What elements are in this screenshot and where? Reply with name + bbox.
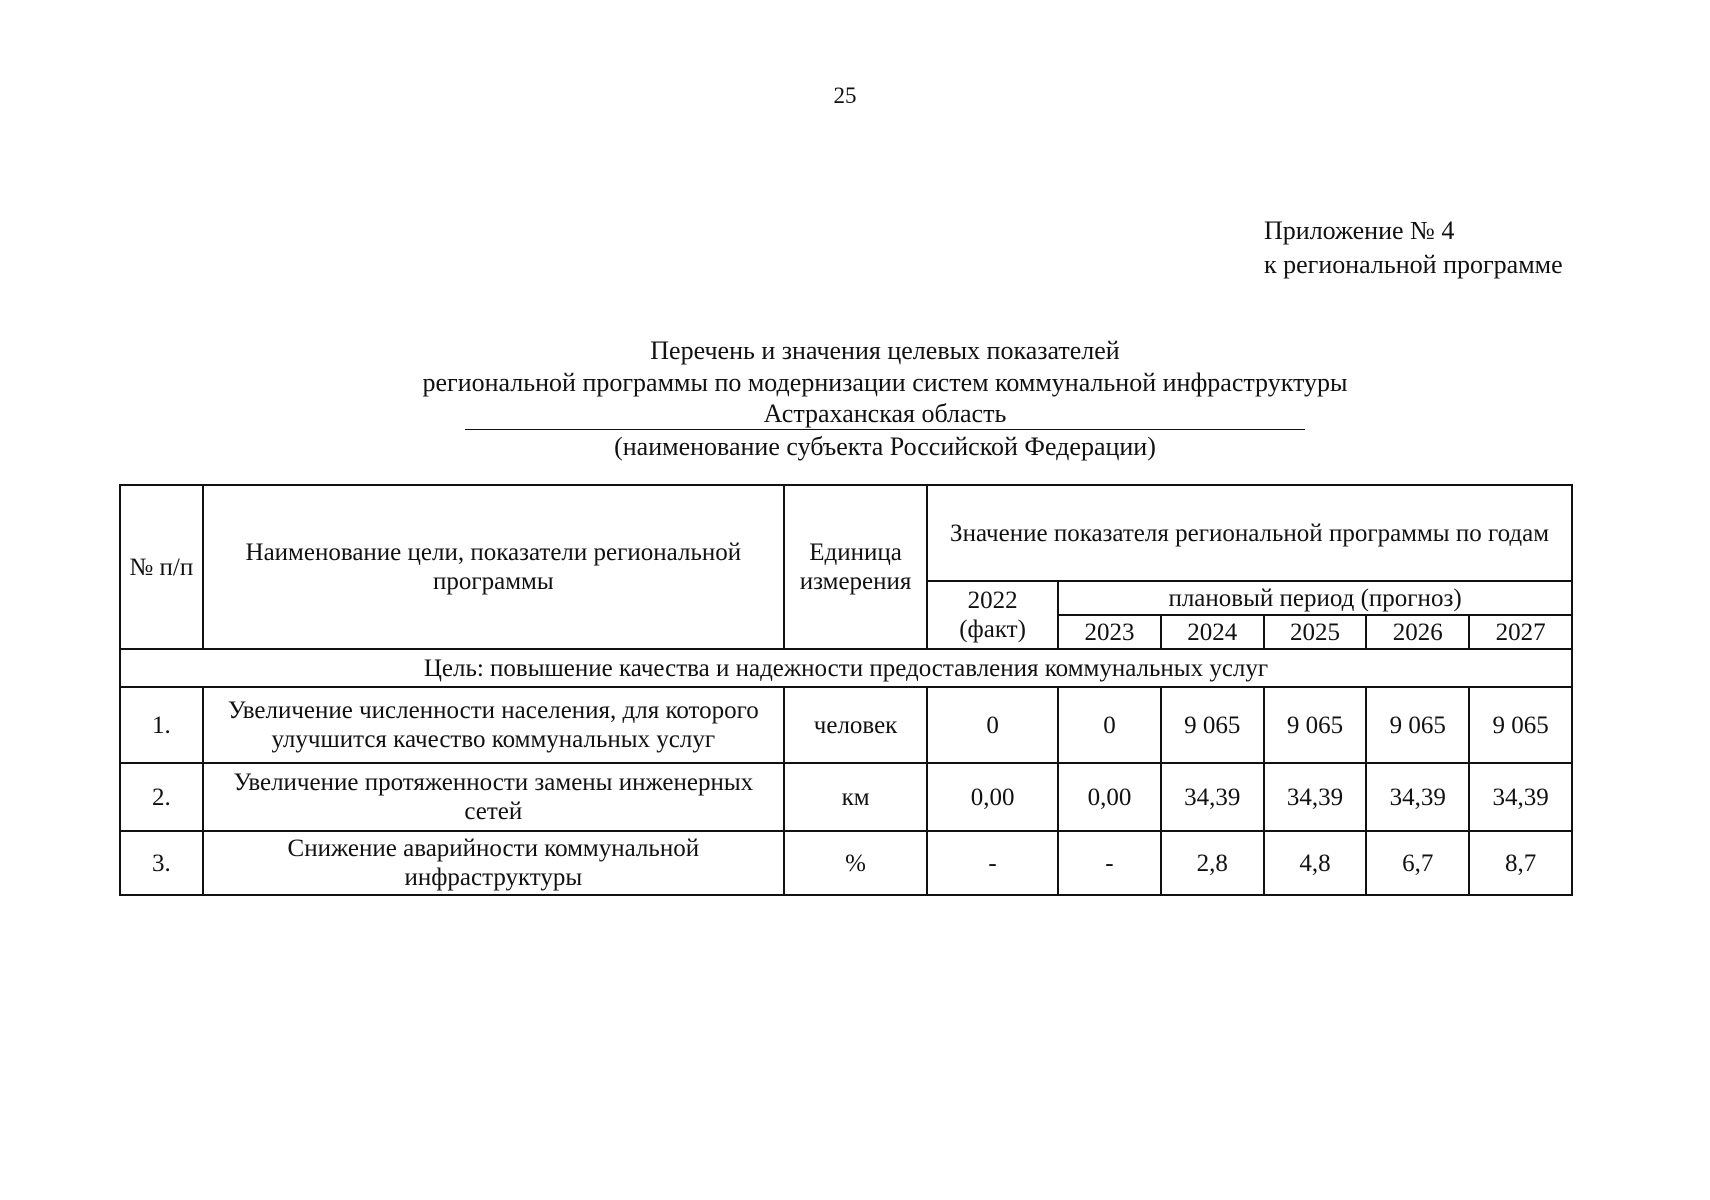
region-caption: (наименование субъекта Российской Федерации): [614, 432, 1156, 461]
document-title: [120, 335, 1650, 464]
goal-row: [120, 649, 1572, 687]
goal-text: Цель: повышение качества и надежности предоставления коммунальных услуг: [120, 649, 1572, 687]
region-name: Астраханская область: [465, 399, 1305, 430]
row-value: 8,7: [1469, 831, 1572, 895]
indicators-table: [119, 484, 1573, 896]
header-year: 2023: [1058, 615, 1161, 649]
row-num: 3.: [120, 831, 203, 895]
row-value: -: [927, 831, 1058, 895]
row-value: 4,8: [1264, 831, 1367, 895]
row-value: 6,7: [1366, 831, 1469, 895]
table-row: [120, 831, 1572, 895]
row-value: 34,39: [1264, 763, 1367, 831]
header-unit: Единица измерения: [784, 485, 927, 649]
header-row-1: [120, 485, 1572, 581]
row-unit: %: [784, 831, 927, 895]
row-name: Снижение аварийности коммунальной инфраструктуры: [203, 831, 784, 895]
header-name: Наименование цели, показатели региональной программы: [203, 485, 784, 649]
row-value: 9 065: [1161, 687, 1264, 763]
row-value: 0: [927, 687, 1058, 763]
table-row: [120, 687, 1572, 763]
row-num: 1.: [120, 687, 203, 763]
header-year: 2025: [1264, 615, 1367, 649]
header-values: Значение показателя региональной программы по годам: [927, 485, 1572, 581]
title-line-2: региональной программы по модернизации систем коммунальной инфраструктуры: [422, 368, 1348, 397]
header-year: 2024: [1161, 615, 1264, 649]
row-unit: человек: [784, 687, 927, 763]
row-value: 34,39: [1161, 763, 1264, 831]
row-value: 9 065: [1469, 687, 1572, 763]
appendix-note: [1264, 214, 1563, 282]
header-fact-year: 2022 (факт): [927, 581, 1058, 649]
row-value: 34,39: [1366, 763, 1469, 831]
header-num: № п/п: [120, 485, 203, 649]
row-unit: км: [784, 763, 927, 831]
title-line-1: Перечень и значения целевых показателей: [650, 336, 1120, 365]
row-num: 2.: [120, 763, 203, 831]
appendix-line-1: Приложение № 4: [1264, 216, 1455, 245]
appendix-line-2: к региональной программе: [1264, 250, 1563, 279]
row-value: 0,00: [1058, 763, 1161, 831]
table-row: [120, 763, 1572, 831]
row-value: 9 065: [1366, 687, 1469, 763]
row-value: 0: [1058, 687, 1161, 763]
row-value: 34,39: [1469, 763, 1572, 831]
page-number: 25: [833, 83, 857, 108]
header-year: 2027: [1469, 615, 1572, 649]
row-value: 0,00: [927, 763, 1058, 831]
row-value: 9 065: [1264, 687, 1367, 763]
header-plan-period: плановый период (прогноз): [1058, 581, 1572, 615]
header-year: 2026: [1366, 615, 1469, 649]
row-value: 2,8: [1161, 831, 1264, 895]
row-name: Увеличение протяженности замены инженерных сетей: [203, 763, 784, 831]
row-value: -: [1058, 831, 1161, 895]
row-name: Увеличение численности населения, для которого улучшится качество коммунальных услуг: [203, 687, 784, 763]
